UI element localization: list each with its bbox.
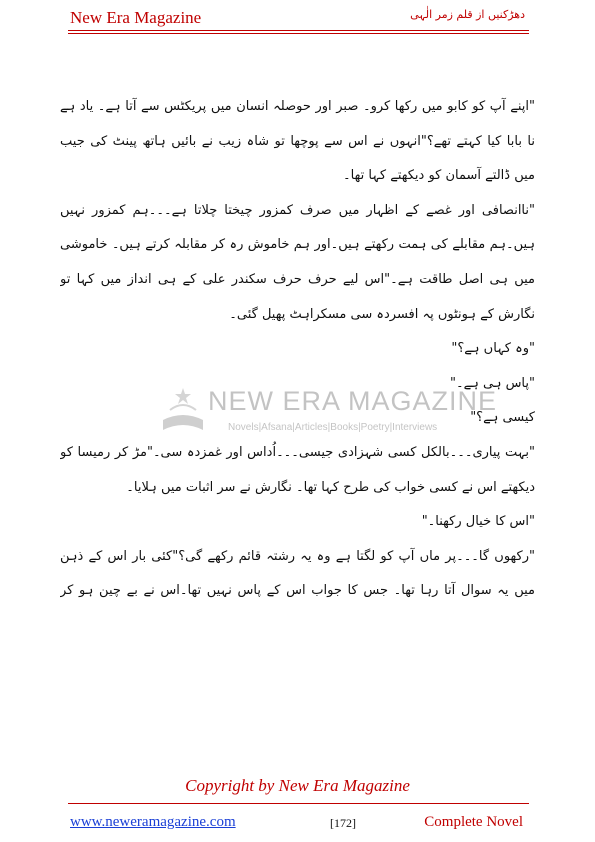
body-line: میں ہی اصل طاقت ہے۔"اس لیے حرف حرف سکندر علی کے ہی انداز میں کہا تو (60, 271, 535, 287)
copyright-notice: Copyright by New Era Magazine (185, 776, 410, 795)
body-line: "پاس ہی ہے۔" (450, 375, 535, 391)
body-line: "اپنے آپ کو کابو میں رکھا کرو۔ صبر اور حوصلہ انسان میں پریکٹس سے آتا ہے۔ یاد ہے (60, 99, 535, 114)
body-line: "بہت پیاری۔۔۔بالکل کسی شہزادی جیسی۔۔۔اُداس اور غمزدہ سی۔"مڑ کر رمیسا کو (60, 444, 535, 460)
body-line: "رکھوں گا۔۔۔پر ماں آپ کو لگتا ہے وہ یہ رشتہ قائم رکھے گی؟"کئی بار اس کے ذہن (60, 548, 535, 564)
body-line: ہیں۔ہم مقابلے کی ہمت رکھتے ہیں۔اور ہم خاموش رہ کر مقابلہ کرتے ہیں۔ خاموشی (60, 237, 535, 253)
body-line: دیکھتے اس نے کسی خواب کی طرح کہا تھا۔ نگارش نے سر اثبات میں ہلایا۔ (126, 479, 535, 495)
body-line: نا بابا کیا کہتے تھے؟"انہوں نے اس سے پوچھا تو شاہ زیب نے بائیں ہاتھ پینٹ کی جیب (60, 133, 535, 149)
novel-body-text (60, 90, 535, 609)
footer-label: Complete Novel (424, 814, 523, 830)
body-line: "وہ کہاں ہے؟" (451, 341, 535, 357)
body-line: میں یہ سوال آتا رہا تھا۔ جس کا جواب اس کے پاس نہیں تھا۔اس نے بے چین ہو کر (60, 583, 535, 599)
body-line: میں ڈالتے آسمان کو دیکھتے کہا تھا۔ (343, 168, 535, 184)
novel-title: دھڑکنیں از قلم زمر الٰہی (410, 8, 525, 21)
body-line: "ناانصافی اور غصے کے اظہار میں صرف کمزور چیختا چلاتا ہے۔۔۔ہم کمزور نہیں (60, 202, 535, 218)
body-line: "اس کا خیال رکھنا۔" (421, 514, 535, 530)
page-number: [172] (330, 816, 356, 830)
header-rule (68, 30, 529, 31)
watermark-title: NEW ERA MAGAZINE (208, 386, 498, 416)
header-rule-secondary (68, 33, 529, 34)
footer-rule (68, 803, 529, 804)
open-book-logo-icon (158, 380, 208, 440)
website-link[interactable]: www.neweramagazine.com (70, 814, 236, 830)
watermark-subtitle: Novels|Afsana|Articles|Books|Poetry|Interviews (228, 422, 438, 433)
body-line: کیسی ہے؟" (470, 410, 535, 426)
magazine-name: New Era Magazine (70, 8, 202, 27)
body-line: نگارش کے ہونٹوں پہ افسردہ سی مسکراہٹ پھیل گئی۔ (229, 306, 535, 322)
